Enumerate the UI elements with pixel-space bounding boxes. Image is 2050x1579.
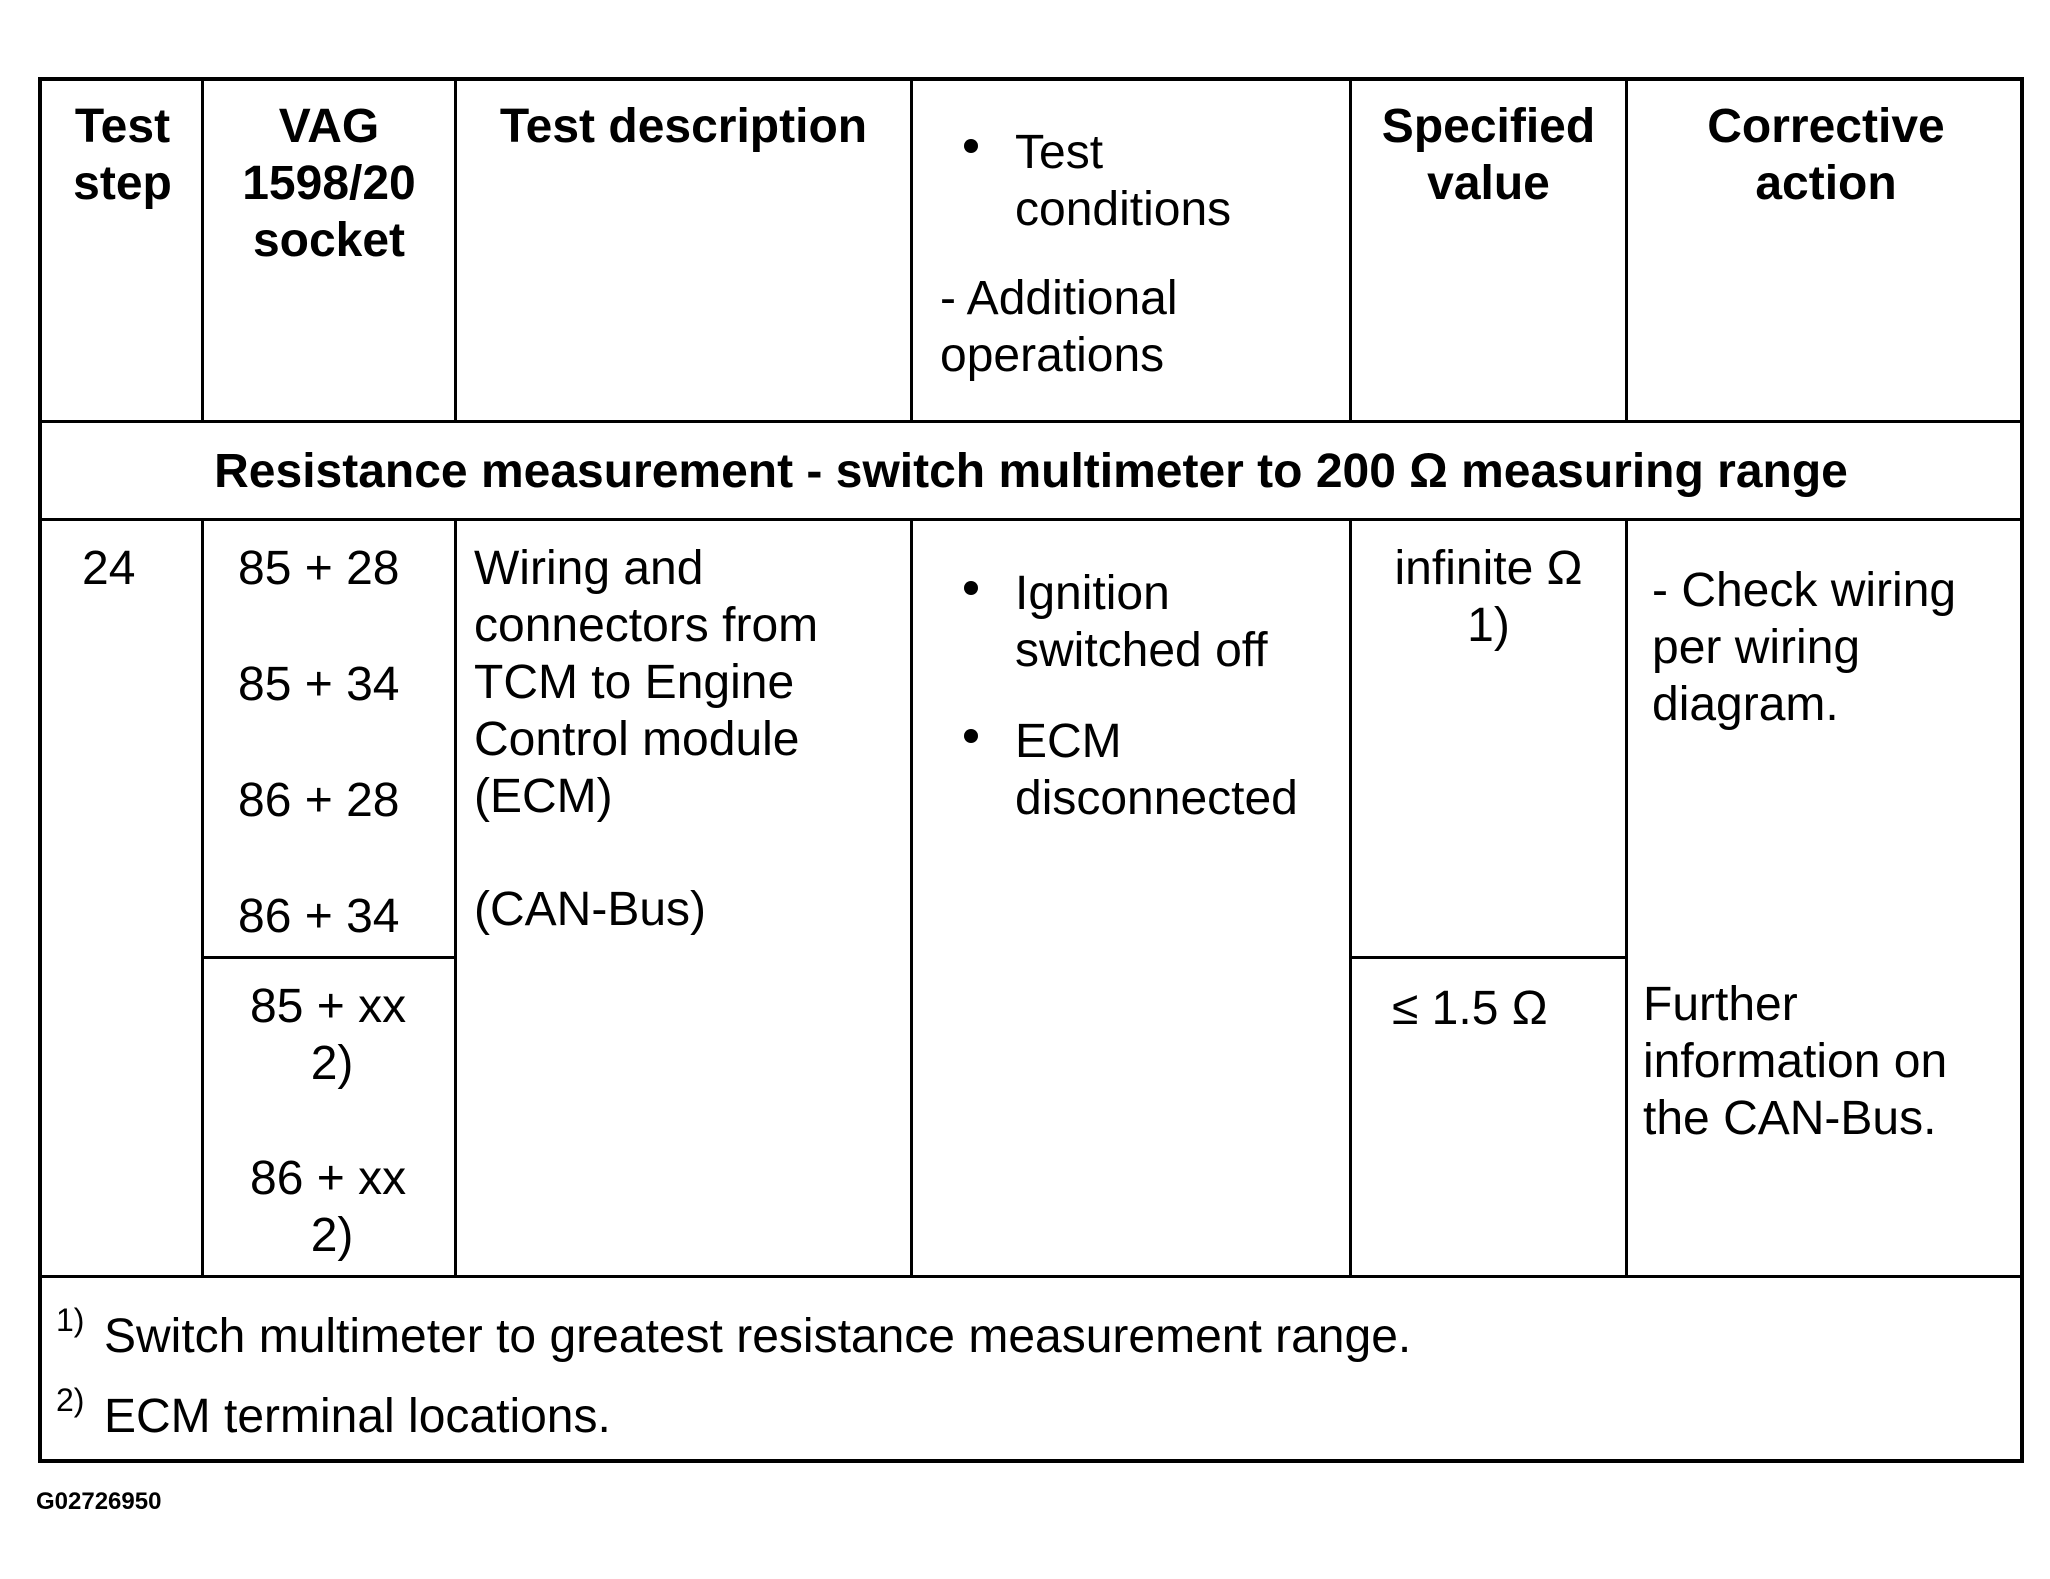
row-description: Wiring and connectors from TCM to Engine Control module (ECM): [474, 542, 819, 823]
socket-group-divider: [201, 956, 456, 959]
row-description-bus: (CAN-Bus): [474, 883, 707, 936]
col-divider-3-body: [910, 518, 913, 1277]
col-divider-3: [910, 77, 913, 422]
specified-value-infinite: infinite Ω 1): [1394, 542, 1583, 652]
figure-id: G02726950: [36, 1488, 162, 1515]
bullet-icon: [964, 729, 978, 743]
section-title: Resistance measurement - switch multimeter to 200 Ω measuring range: [214, 445, 1848, 498]
header-additional-operations: - Additional operations: [940, 272, 1178, 382]
bullet-icon: [964, 581, 978, 595]
socket-pair: 85 + 28: [238, 542, 400, 595]
socket-pair: 85 + 34: [238, 658, 400, 711]
header-corrective-action: Corrective action: [1707, 100, 1945, 210]
corrective-action-can-bus: Further information on the CAN-Bus.: [1643, 978, 1948, 1145]
header-vag-socket: VAG 1598/20 socket: [242, 100, 416, 267]
col-divider-1-body: [201, 518, 204, 1277]
ecm-socket-pair: 85 + xx 2): [250, 980, 407, 1090]
row-divider: [38, 1275, 2024, 1278]
footnote-2-text: ECM terminal locations.: [104, 1390, 611, 1443]
spec-value-divider: [1351, 956, 1628, 959]
col-divider-2-body: [454, 518, 457, 1277]
ecm-socket-pair: 86 + xx 2): [250, 1152, 407, 1262]
header-test-step: Test step: [73, 100, 172, 210]
col-divider-5-body: [1625, 518, 1628, 1277]
row-test-step: 24: [82, 542, 136, 595]
specified-value-max: ≤ 1.5 Ω: [1392, 982, 1548, 1035]
socket-pair: 86 + 28: [238, 774, 400, 827]
footnote-1-text: Switch multimeter to greatest resistance measurement range.: [104, 1310, 1412, 1363]
header-test-description: Test description: [499, 100, 868, 153]
section-divider: [38, 518, 2024, 521]
footnote-2-mark: 2): [56, 1382, 85, 1418]
footnote-1-mark: 1): [56, 1302, 85, 1338]
header-divider: [38, 420, 2024, 423]
bullet-icon: [964, 139, 978, 153]
corrective-action-check-wiring: - Check wiring per wiring diagram.: [1652, 564, 1957, 731]
socket-pair: 86 + 34: [238, 890, 400, 943]
header-specified-value: Specified value: [1381, 100, 1596, 210]
